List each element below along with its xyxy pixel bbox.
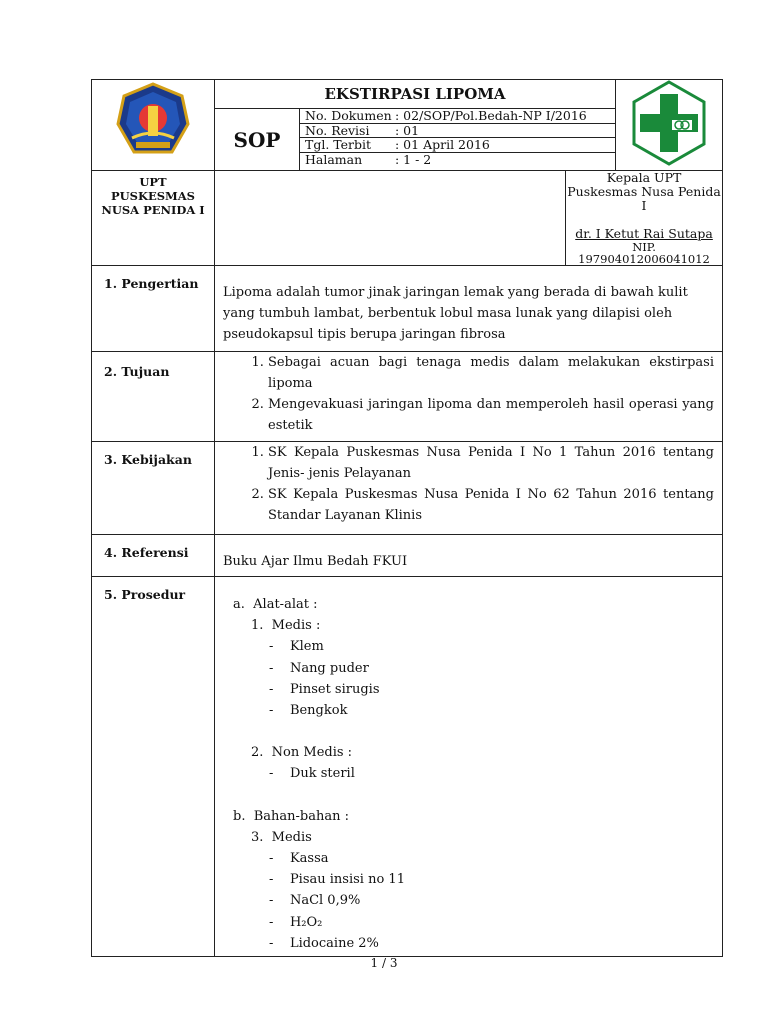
logo-cell [616, 80, 723, 171]
prosedur-cell [215, 577, 723, 957]
dash: - [269, 766, 274, 782]
list-item: 2. Mengevakuasi jaringan lipoma dan memperoleh hasil operasi yang estetik [268, 394, 714, 436]
medis-heading: Medis : [271, 618, 321, 634]
sop-label: SOP [215, 109, 300, 171]
list-item: Pinset sirugis [289, 681, 380, 697]
upt-line: PUSKESMAS [110, 189, 195, 203]
pengertian-label: 1. Pengertian [92, 266, 215, 352]
list-item: Pisau insisi no 11 [289, 872, 405, 888]
item-marker: 2. [251, 745, 264, 761]
item-marker: b. [233, 808, 246, 824]
upt-line: UPT [139, 175, 167, 189]
no-dokumen-value: : 02/SOP/Pol.Bedah-NP I/2016 [395, 109, 615, 123]
list-item: Klem [289, 639, 324, 655]
dash: - [269, 851, 274, 867]
list-item: Nang puder [289, 660, 369, 676]
kepala-block [566, 171, 723, 266]
list-item: Lidocaine 2% [289, 935, 379, 951]
kepala-nip: NIP. 197904012006041012 [578, 240, 710, 266]
dash: - [269, 893, 274, 909]
no-revisi-label: No. Revisi [300, 123, 395, 138]
tgl-terbit-value: : 01 April 2016 [395, 138, 615, 153]
list-item: Kassa [289, 851, 329, 867]
upt-name [92, 171, 215, 266]
bahan-heading: Bahan-bahan : [253, 808, 350, 824]
list-item: 1. Sebagai acuan bagi tenaga medis dalam melakukan ekstirpasi lipoma [268, 352, 714, 394]
no-dokumen-label: No. Dokumen [300, 109, 395, 123]
header-table [91, 79, 723, 266]
puskesmas-logo-icon [616, 80, 722, 166]
dash: - [269, 703, 274, 719]
kebijakan-list [223, 442, 714, 526]
tgl-terbit-label: Tgl. Terbit [300, 138, 395, 153]
no-revisi-value: : 01 [395, 123, 615, 138]
tujuan-list [223, 352, 714, 436]
upt-line: NUSA PENIDA I [101, 203, 205, 217]
list-item: 2. SK Kepala Puskesmas Nusa Penida I No 62 Tahun 2016 tentang Standar Layanan Klinis [268, 484, 714, 526]
document-meta [300, 109, 616, 171]
list-item: Duk steril [289, 766, 355, 782]
list-item: Bengkok [289, 703, 348, 719]
dash: - [269, 639, 274, 655]
dash: - [269, 681, 274, 697]
item-marker: 1. [251, 618, 264, 634]
prosedur-label: 5. Prosedur [92, 577, 215, 957]
content-table [91, 265, 723, 957]
referensi-label: 4. Referensi [92, 535, 215, 577]
dash: - [269, 660, 274, 676]
page-number: 1 / 3 [370, 956, 398, 970]
list-item: 1. SK Kepala Puskesmas Nusa Penida I No 1 Tahun 2016 tentang Jenis- jenis Pelayanan [268, 442, 714, 484]
dash: - [269, 872, 274, 888]
kepala-org: Puskesmas Nusa Penida I [567, 184, 721, 213]
list-item: NaCl 0,9% [289, 893, 361, 909]
tujuan-label: 2. Tujuan [92, 352, 215, 442]
referensi-text: Buku Ajar Ilmu Bedah FKUI [215, 535, 723, 577]
dash: - [269, 914, 274, 930]
bali-province-emblem-icon [92, 80, 214, 166]
non-medis-heading: Non Medis : [271, 745, 353, 761]
item-marker: 3. [251, 829, 264, 845]
halaman-value: : 1 - 2 [395, 151, 432, 167]
sop-document [91, 79, 723, 957]
alat-heading: Alat-alat : [253, 597, 318, 612]
tujuan-cell [215, 352, 723, 442]
kebijakan-label: 3. Kebijakan [92, 442, 215, 535]
list-item: H₂O₂ [289, 914, 323, 930]
halaman-label: Halaman [305, 151, 363, 167]
dash: - [269, 935, 274, 951]
item-marker: a. [233, 597, 245, 612]
kebijakan-cell [215, 442, 723, 535]
document-title: EKSTIRPASI LIPOMA [215, 80, 616, 109]
bahan-medis-heading: Medis [271, 829, 312, 845]
emblem-cell [92, 80, 215, 171]
blank-cell [215, 171, 566, 266]
pengertian-text: Lipoma adalah tumor jinak jaringan lemak yang berada di bawah kulit yang tumbuh lambat, berbentuk lobul masa lunak yang dilapisi oleh pseudokapsul tipis berupa jaringan fibrosa [215, 266, 723, 352]
kepala-name: dr. I Ketut Rai Sutapa [575, 226, 713, 241]
kepala-title: Kepala UPT [606, 170, 682, 185]
